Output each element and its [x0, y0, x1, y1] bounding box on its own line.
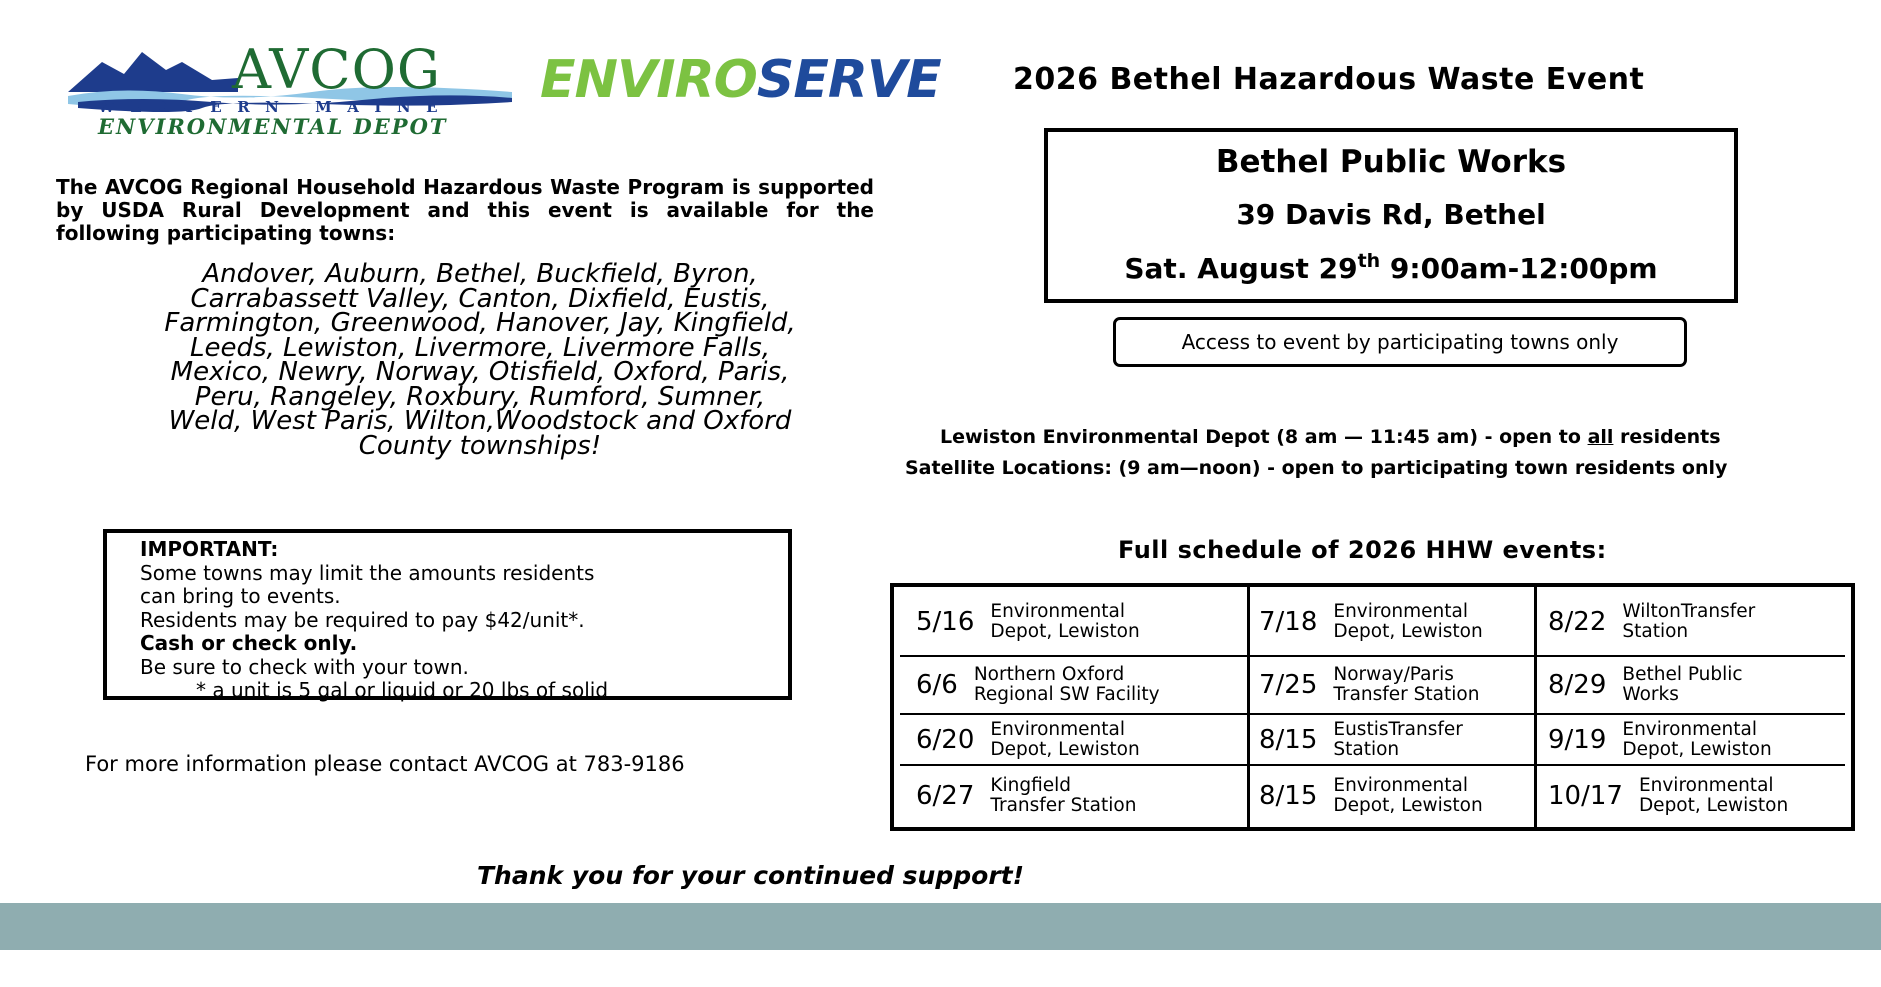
schedule-date: 8/29	[1548, 670, 1607, 700]
table-column-divider	[1534, 587, 1537, 827]
venue-address: 39 Davis Rd, Bethel	[1236, 198, 1546, 231]
venue-box	[1044, 128, 1738, 303]
schedule-location-line: Depot, Lewiston	[990, 738, 1140, 760]
schedule-cell	[1249, 765, 1536, 827]
schedule-location-line: Depot, Lewiston	[1638, 795, 1789, 816]
footer-band	[0, 903, 1881, 950]
schedule-cell	[1249, 714, 1536, 765]
schedule-title: Full schedule of 2026 HHW events:	[1118, 536, 1607, 564]
schedule-location-line: Transfer Station	[1333, 684, 1480, 705]
depot-hours	[940, 426, 1721, 448]
schedule-location	[1333, 665, 1479, 705]
schedule-location-line: Environmental	[990, 600, 1125, 622]
table-row-divider	[900, 713, 1845, 715]
schedule-date: 8/22	[1548, 606, 1607, 637]
schedule-cell	[894, 587, 1249, 656]
schedule-location-line: Depot, Lewiston	[1333, 795, 1483, 816]
towns-line: Leeds, Lewiston, Livermore, Livermore Falls,	[189, 332, 771, 363]
schedule-date: 6/20	[916, 724, 975, 755]
schedule-cell	[894, 714, 1249, 765]
schedule-location-line: Regional SW Facility	[973, 684, 1160, 705]
important-line: can bring to events.	[140, 584, 341, 608]
towns-line: Carrabassett Valley, Canton, Dixfield, Eustis,	[190, 283, 770, 314]
towns-line: County townships!	[358, 430, 602, 461]
schedule-location-line: WiltonTransfer	[1622, 600, 1756, 622]
depot-hours-text: Lewiston Environmental Depot (8 am — 11:45 am) - open to	[940, 426, 1588, 448]
important-notice-box	[103, 529, 792, 700]
access-notice: Access to event by participating towns only	[1113, 317, 1687, 367]
schedule-location	[1622, 602, 1755, 642]
schedule-location	[1622, 665, 1742, 705]
avcog-logo-depot: ENVIRONMENTAL DEPOT	[98, 114, 448, 139]
table-column-divider	[1247, 587, 1250, 827]
schedule-location	[1622, 720, 1771, 760]
schedule-location-line: Kingfield	[990, 775, 1072, 796]
schedule-location-line: Transfer Station	[990, 795, 1137, 816]
schedule-date: 7/25	[1259, 670, 1318, 700]
schedule-location	[1639, 776, 1788, 816]
schedule-cell	[1536, 656, 1851, 714]
venue-date-day: Sat. August 29	[1124, 252, 1358, 285]
venue-name: Bethel Public Works	[1215, 144, 1567, 180]
schedule-cell	[1536, 714, 1851, 765]
contact-info: For more information please contact AVCOG at 783-9186	[85, 752, 685, 776]
depot-hours-emphasis: all	[1587, 426, 1614, 448]
schedule-location	[990, 776, 1136, 816]
schedule-location-line: Bethel Public	[1622, 664, 1743, 685]
schedule-location-line: Environmental	[1638, 775, 1774, 796]
schedule-location-line: Depot, Lewiston	[990, 620, 1140, 642]
enviroserve-logo-part1: ENVIRO	[540, 50, 757, 110]
schedule-cell	[1249, 656, 1536, 714]
avcog-logo-subtitle: WESTERN MAINE	[98, 98, 454, 116]
schedule-location-line: Station	[1622, 620, 1689, 642]
schedule-date: 6/27	[916, 781, 975, 811]
enviroserve-logo	[540, 50, 941, 110]
venue-date	[1048, 250, 1734, 285]
towns-line: Peru, Rangeley, Roxbury, Rumford, Sumner,	[194, 381, 766, 412]
venue-date-suffix: th	[1357, 250, 1381, 272]
schedule-location-line: Environmental	[1333, 775, 1468, 796]
schedule-location-line: Station	[1333, 738, 1400, 760]
participating-towns	[100, 259, 860, 461]
depot-hours-text-end: residents	[1613, 426, 1721, 448]
enviroserve-logo-part2: SERVE	[756, 50, 941, 110]
schedule-location-line: Northern Oxford	[973, 664, 1125, 685]
satellite-hours: Satellite Locations: (9 am—noon) - open to participating town residents only	[905, 457, 1728, 479]
important-line: Residents may be required to pay $42/unit*.	[140, 607, 585, 632]
schedule-location-line: Environmental	[990, 718, 1125, 740]
unit-footnote: * a unit is 5 gal or liquid or 20 lbs of solid	[196, 678, 609, 702]
schedule-cell	[1249, 587, 1536, 656]
important-line: Be sure to check with your town.	[140, 654, 469, 679]
event-title: 2026 Bethel Hazardous Waste Event	[1013, 62, 1645, 97]
schedule-date: 8/15	[1259, 724, 1318, 755]
schedule-location	[1333, 776, 1482, 816]
schedule-location	[990, 720, 1139, 760]
important-payment-line: Cash or check only.	[140, 631, 358, 655]
schedule-location	[1333, 602, 1482, 642]
important-line: Some towns may limit the amounts residents	[140, 560, 595, 585]
schedule-table	[890, 583, 1855, 831]
schedule-location	[974, 665, 1160, 705]
schedule-date: 6/6	[916, 670, 958, 700]
schedule-cell	[894, 656, 1249, 714]
schedule-location-line: Norway/Paris	[1333, 664, 1454, 685]
towns-line: Andover, Auburn, Bethel, Buckfield, Byron,	[202, 259, 758, 289]
schedule-cell	[894, 765, 1249, 827]
table-row-divider	[900, 764, 1845, 766]
venue-time: 9:00am-12:00pm	[1380, 252, 1658, 285]
avcog-logo-word: AVCOG	[232, 38, 442, 101]
important-heading: IMPORTANT:	[140, 537, 279, 561]
schedule-location-line: Depot, Lewiston	[1622, 738, 1772, 760]
schedule-location-line: Environmental	[1622, 718, 1757, 740]
schedule-cell	[1536, 765, 1851, 827]
towns-line: Weld, West Paris, Wilton,Woodstock and Oxford	[168, 406, 792, 436]
schedule-location	[1333, 720, 1462, 760]
schedule-date: 5/16	[916, 606, 975, 637]
schedule-location-line: EustisTransfer	[1333, 718, 1463, 740]
schedule-date: 9/19	[1548, 724, 1607, 755]
schedule-date: 10/17	[1548, 781, 1623, 811]
towns-line: Mexico, Newry, Norway, Otisfield, Oxford, Paris,	[170, 357, 790, 387]
program-intro: The AVCOG Regional Household Hazardous Waste Program is supported by USDA Rural Development and this event is available for the following participating towns:	[56, 175, 874, 245]
schedule-date: 7/18	[1259, 606, 1318, 637]
schedule-location-line: Depot, Lewiston	[1333, 620, 1483, 642]
schedule-location-line: Works	[1622, 684, 1679, 705]
table-row-divider	[900, 655, 1845, 657]
schedule-location	[990, 602, 1139, 642]
schedule-location-line: Environmental	[1333, 600, 1468, 622]
thank-you-message: Thank you for your continued support!	[477, 861, 1024, 890]
towns-line: Farmington, Greenwood, Hanover, Jay, Kingfield,	[164, 308, 796, 338]
schedule-date: 8/15	[1259, 781, 1318, 811]
schedule-cell	[1536, 587, 1851, 656]
